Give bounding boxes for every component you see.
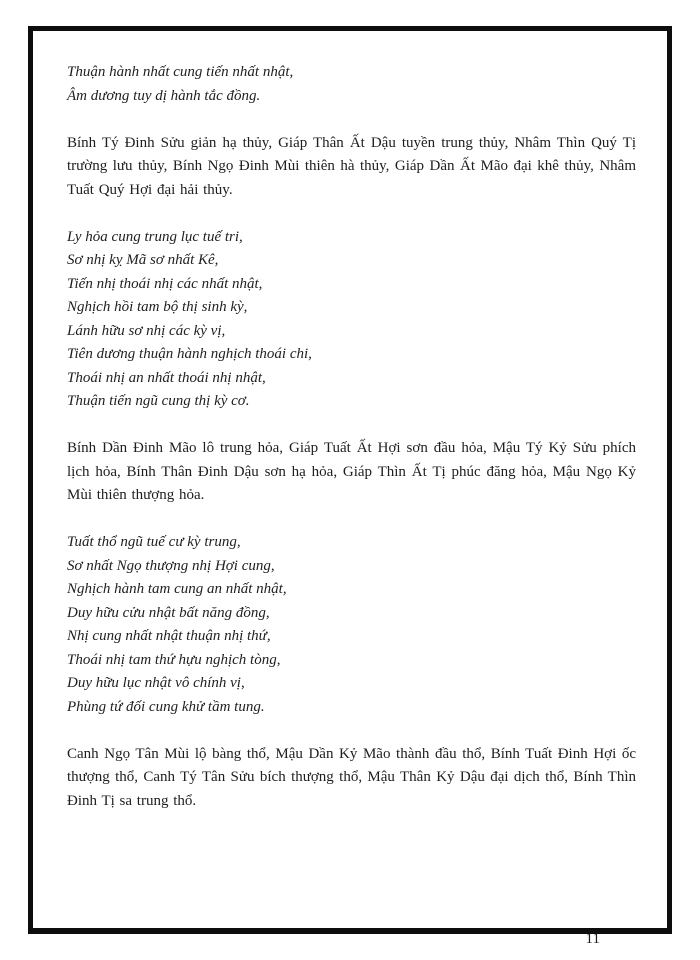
page-border (28, 26, 672, 947)
verse-line: Sơ nhất Ngọ thượng nhị Hợi cung, (67, 557, 275, 574)
verse-line: Thoái nhị an nhất thoái nhị nhật, (67, 369, 266, 386)
verse-block (67, 61, 636, 108)
verse-line: Âm dương tuy dị hành tắc đồng. (67, 87, 261, 104)
verse-line: Sơ nhị kỵ Mã sơ nhất Kê, (67, 252, 219, 268)
verse-line: Thuận hành nhất cung tiến nhất nhật, (67, 64, 294, 80)
verse-line: Duy hữu cửu nhật bất năng đồng, (67, 604, 270, 621)
verse-line: Duy hữu lục nhật vô chính vị, (67, 675, 245, 691)
verse-line: Lánh hữu sơ nhị các kỳ vị, (67, 322, 226, 339)
page-content (33, 31, 667, 813)
verse-line: Nghịch hồi tam bộ thị sinh kỳ, (67, 299, 248, 315)
verse-line: Phùng tứ đối cung khử tầm tung. (67, 698, 265, 715)
verse-block (67, 226, 636, 414)
verse-line: Nhị cung nhất nhật thuận nhị thứ, (67, 628, 271, 644)
verse-line: Tiên dương thuận hành nghịch thoái chi, (67, 346, 312, 362)
paragraph: Bính Dần Đinh Mão lô trung hỏa, Giáp Tuất Ất Hợi sơn đầu hỏa, Mậu Tý Kỷ Sửu phích lịch hỏa, Bính Thân Đinh Dậu sơn hạ hỏa, Giáp Thìn Ất Tị phúc đăng hỏa, Mậu Ngọ Kỷ Mùi thiên thượng hỏa. (67, 440, 636, 503)
verse-line: Thoái nhị tam thứ hựu nghịch tòng, (67, 651, 281, 668)
paragraph: Bính Tý Đinh Sửu giản hạ thủy, Giáp Thân Ất Dậu tuyền trung thủy, Nhâm Thìn Quý Tị trường lưu thủy, Bính Ngọ Đinh Mùi thiên hà thủy, Giáp Dần Ất Mão đại khê thủy, Nhâm Tuất Quý Hợi đại hải thủy. (67, 134, 636, 198)
verse-line: Tiến nhị thoái nhị các nhất nhật, (67, 275, 263, 292)
verse-line: Tuất thổ ngũ tuế cư kỳ trung, (67, 534, 241, 550)
page-number: 11 (585, 931, 600, 947)
paragraph: Canh Ngọ Tân Mùi lộ bàng thổ, Mậu Dần Kỷ Mão thành đầu thổ, Bính Tuất Đinh Hợi ốc thượng thổ, Canh Tý Tân Sửu bích thượng thổ, Mậu Thân Kỷ Dậu đại dịch thổ, Bính Thìn Đinh Tị sa trung thổ. (67, 745, 636, 809)
verse-block (67, 531, 636, 719)
verse-line: Nghịch hành tam cung an nhất nhật, (67, 581, 287, 597)
verse-line: Ly hỏa cung trung lục tuế tri, (67, 228, 243, 245)
verse-line: Thuận tiến ngũ cung thị kỳ cơ. (67, 393, 250, 409)
